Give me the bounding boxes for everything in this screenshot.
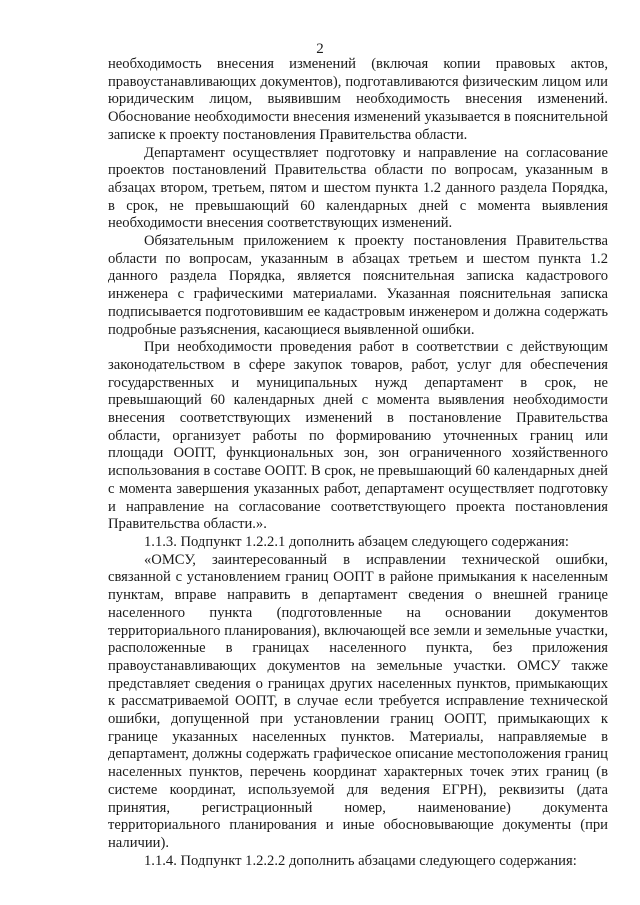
paragraph-department-preparation: Департамент осуществляет подготовку и направление на согласование проектов постановлений Правительства области по вопросам, указанным в абзацах втором, третьем, пятом и шестом пункта 1.2 данного раздела Порядка, в срок, не превышающий 60 календарных дней с момента выявления необходимости внесения соответствующих изменений.: [108, 144, 608, 232]
paragraph-clause-1-1-3: 1.1.3. Подпункт 1.2.2.1 дополнить абзацем следующего содержания:: [144, 533, 569, 550]
paragraph-clause-1-1-4: 1.1.4. Подпункт 1.2.2.2 дополнить абзацами следующего содержания:: [144, 852, 577, 869]
paragraph-mandatory-attachment: Обязательным приложением к проекту постановления Правительства области по вопросам, указанным в абзацах третьем и шестом пункта 1.2 данного раздела Порядка, является пояснительная записка кадастрового инженера с графическими материалами. Указанная пояснительная записка подписывается подготовившим ее кадастровым инженером и должна содержать подробные разъяснения, касающиеся выявленной ошибки.: [108, 233, 608, 338]
page-number: 2: [316, 41, 324, 57]
paragraph-procurement-works: При необходимости проведения работ в соответствии с действующим законодательством в сфере закупок товаров, работ, услуг для обеспечения государственных и муниципальных нужд департамент в срок, не превышающий 60 календарных дней с момента выявления необходимости внесения соответствующих изменений в постановление Правительства области, организует работы по формированию уточненных границ или площади ООПТ, функциональных зон, зон ограниченного хозяйственного использования в составе ООПТ. В срок, не превышающий 60 календарных дней с момента завершения указанных работ, департамент осуществляет подготовку и направление на согласование соответствующего проекта постановления Правительства области.».: [108, 339, 608, 533]
paragraph-justification-continuation: необходимость внесения изменений (включая копии правовых актов, правоустанавливающих документов), подготавливаются физическим лицом или юридическим лицом, выявившим необходимость внесения изменений. Обоснование необходимости внесения изменений указывается в пояснительной записке к проекту постановления Правительства области.: [108, 56, 608, 143]
paragraph-omsu-technical-error: «ОМСУ, заинтересованный в исправлении технической ошибки, связанной с установлением границ ООПТ в районе примыкания к населенным пунктам, вправе направить в департамент сведения о внешней границе населенного пункта (подготовленные на основании документов территориального планирования), включающей все земли и земельные участки, расположенные в границах населенного пункта, без приложения правоустанавливающих документов на земельные участки. ОМСУ также представляет сведения о границах других населенных пунктов, примыкающих к рассматриваемой ООПТ, в случае если требуется исправление технической ошибки, допущенной при установлении границ ООПТ, примыкающих к границе указанных населенных пунктов. Материалы, направляемые в департамент, должны содержать графическое описание местоположения границ населенных пунктов, перечень координат характерных точек этих границ (в системе координат, используемой для ведения ЕГРН), реквизиты (дата принятия, регистрационный номер, наименование) документа территориального планирования и иные обосновывающие документы (при наличии).: [108, 551, 608, 851]
document-body: [108, 56, 608, 870]
